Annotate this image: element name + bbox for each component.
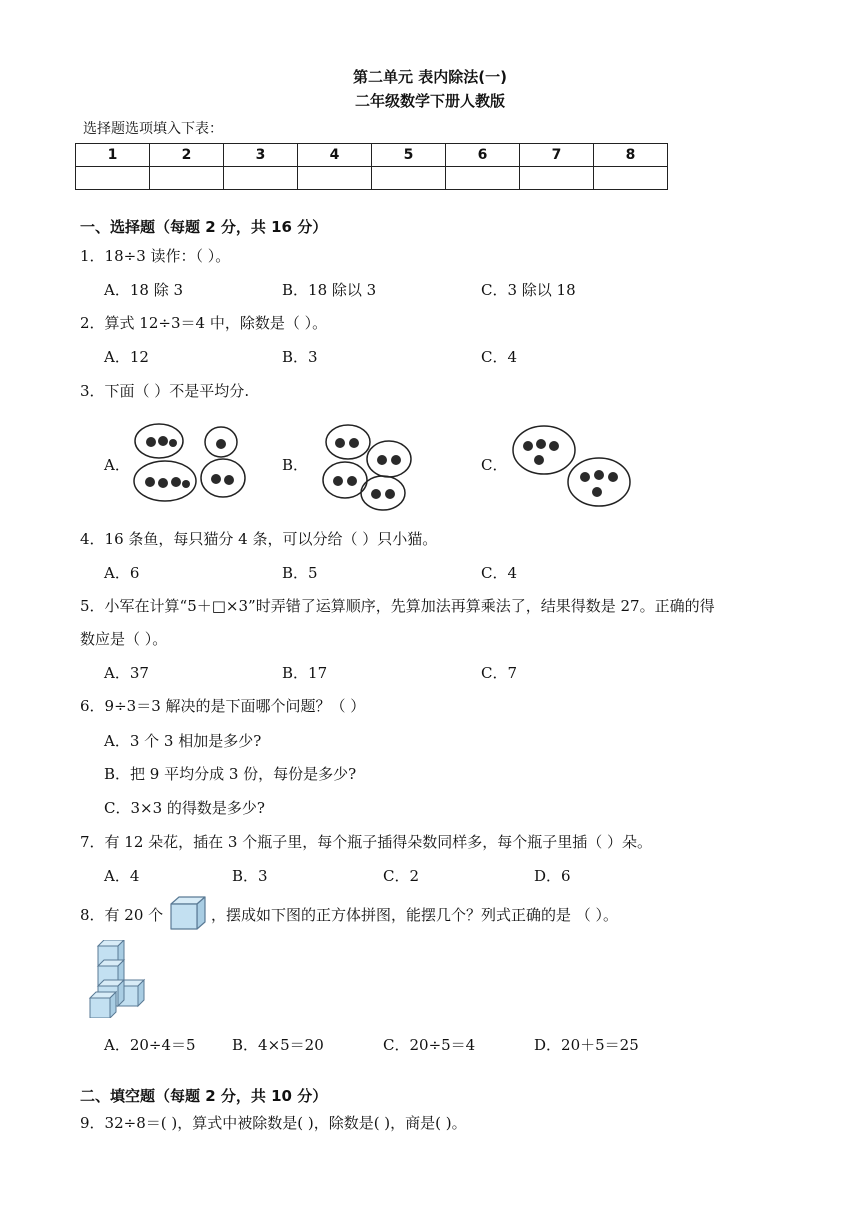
question-5-line-2: 数应是（ ）。 xyxy=(80,630,168,648)
question-6: 6．9÷3＝3 解决的是下面哪个问题？（ ） xyxy=(80,697,366,715)
q3-option-c: C． xyxy=(481,456,508,474)
answer-cell[interactable] xyxy=(150,167,224,190)
answer-cell[interactable] xyxy=(594,167,668,190)
q6-option-b: B．把 9 平均分成 3 份，每份是多少? xyxy=(104,765,357,783)
answer-table-header: 4 xyxy=(298,144,372,167)
answer-table-header: 3 xyxy=(224,144,298,167)
section-1-title: 一、选择题（每题 2 分，共 16 分） xyxy=(80,218,328,236)
section-2-title: 二、填空题（每题 2 分，共 10 分） xyxy=(80,1087,328,1105)
q8-option-c: C．20÷5＝4 xyxy=(383,1036,476,1054)
q8-option-d: D．20＋5＝25 xyxy=(534,1036,639,1054)
q7-option-d: D．6 xyxy=(534,867,571,885)
question-5-line-1: 5．小军在计算“5＋□×3”时弄错了运算顺序，先算加法再算乘法了，结果得数是 27。正确的得 xyxy=(80,597,715,615)
answer-table-header: 6 xyxy=(446,144,520,167)
answer-table-header: 8 xyxy=(594,144,668,167)
page-subtitle: 二年级数学下册人教版 xyxy=(354,92,505,110)
q2-option-b: B．3 xyxy=(282,348,318,366)
answer-cell[interactable] xyxy=(76,167,150,190)
q4-option-b: B．5 xyxy=(282,564,318,582)
q6-option-a: A．3 个 3 相加是多少? xyxy=(104,732,262,750)
q1-option-a: A．18 除 3 xyxy=(104,281,183,299)
question-2: 2．算式 12÷3＝4 中，除数是（ ）。 xyxy=(80,314,328,332)
q1-option-b: B．18 除以 3 xyxy=(282,281,377,299)
q3-picture-c xyxy=(509,422,639,512)
q8-option-a: A．20÷4＝5 xyxy=(104,1036,196,1054)
q4-option-c: C．4 xyxy=(481,564,518,582)
q2-option-c: C．4 xyxy=(481,348,518,366)
cube-puzzle-figure xyxy=(88,940,148,1018)
page-title: 第二单元 表内除法(一) xyxy=(353,68,507,86)
q3-option-b: B． xyxy=(282,456,309,474)
q3-picture-b xyxy=(318,422,418,514)
question-1: 1．18÷3 读作：（ ）。 xyxy=(80,247,231,265)
q3-option-a: A． xyxy=(104,456,130,474)
q7-option-c: C．2 xyxy=(383,867,420,885)
answer-table-header-row xyxy=(76,144,668,167)
answer-cell[interactable] xyxy=(446,167,520,190)
answer-table-intro: 选择题选项填入下表： xyxy=(83,121,223,137)
answer-cell[interactable] xyxy=(372,167,446,190)
question-9: 9．32÷8＝( )，算式中被除数是( )，除数是( )，商是( )。 xyxy=(80,1114,467,1132)
answer-table-header: 2 xyxy=(150,144,224,167)
answer-cell[interactable] xyxy=(520,167,594,190)
q7-option-a: A．4 xyxy=(104,867,140,885)
q3-picture-a xyxy=(128,422,248,504)
q6-option-c: C．3×3 的得数是多少? xyxy=(104,799,265,817)
answer-table-header: 5 xyxy=(372,144,446,167)
answer-table-header: 1 xyxy=(76,144,150,167)
cube-icon xyxy=(168,894,208,932)
answer-table-header: 7 xyxy=(520,144,594,167)
q4-option-a: A．6 xyxy=(104,564,140,582)
q8-option-b: B．4×5＝20 xyxy=(232,1036,324,1054)
answer-cell[interactable] xyxy=(298,167,372,190)
question-3: 3．下面（ ）不是平均分. xyxy=(80,382,250,400)
q2-option-a: A．12 xyxy=(104,348,149,366)
q5-option-b: B．17 xyxy=(282,664,328,682)
q5-option-c: C．7 xyxy=(481,664,518,682)
question-8-part-a: 8．有 20 个 xyxy=(80,906,164,924)
q5-option-a: A．37 xyxy=(104,664,149,682)
question-8-part-b: ，摆成如下图的正方体拼图，能摆几个？列式正确的是 （ ）。 xyxy=(211,906,619,924)
question-4: 4．16 条鱼，每只猫分 4 条，可以分给（ ）只小猫。 xyxy=(80,530,438,548)
q7-option-b: B．3 xyxy=(232,867,268,885)
question-7: 7．有 12 朵花，插在 3 个瓶子里，每个瓶子插得朵数同样多，每个瓶子里插（ ）朵。 xyxy=(80,833,653,851)
q1-option-c: C．3 除以 18 xyxy=(481,281,576,299)
answer-table-blank-row xyxy=(76,167,668,190)
answer-table xyxy=(75,143,668,190)
answer-cell[interactable] xyxy=(224,167,298,190)
